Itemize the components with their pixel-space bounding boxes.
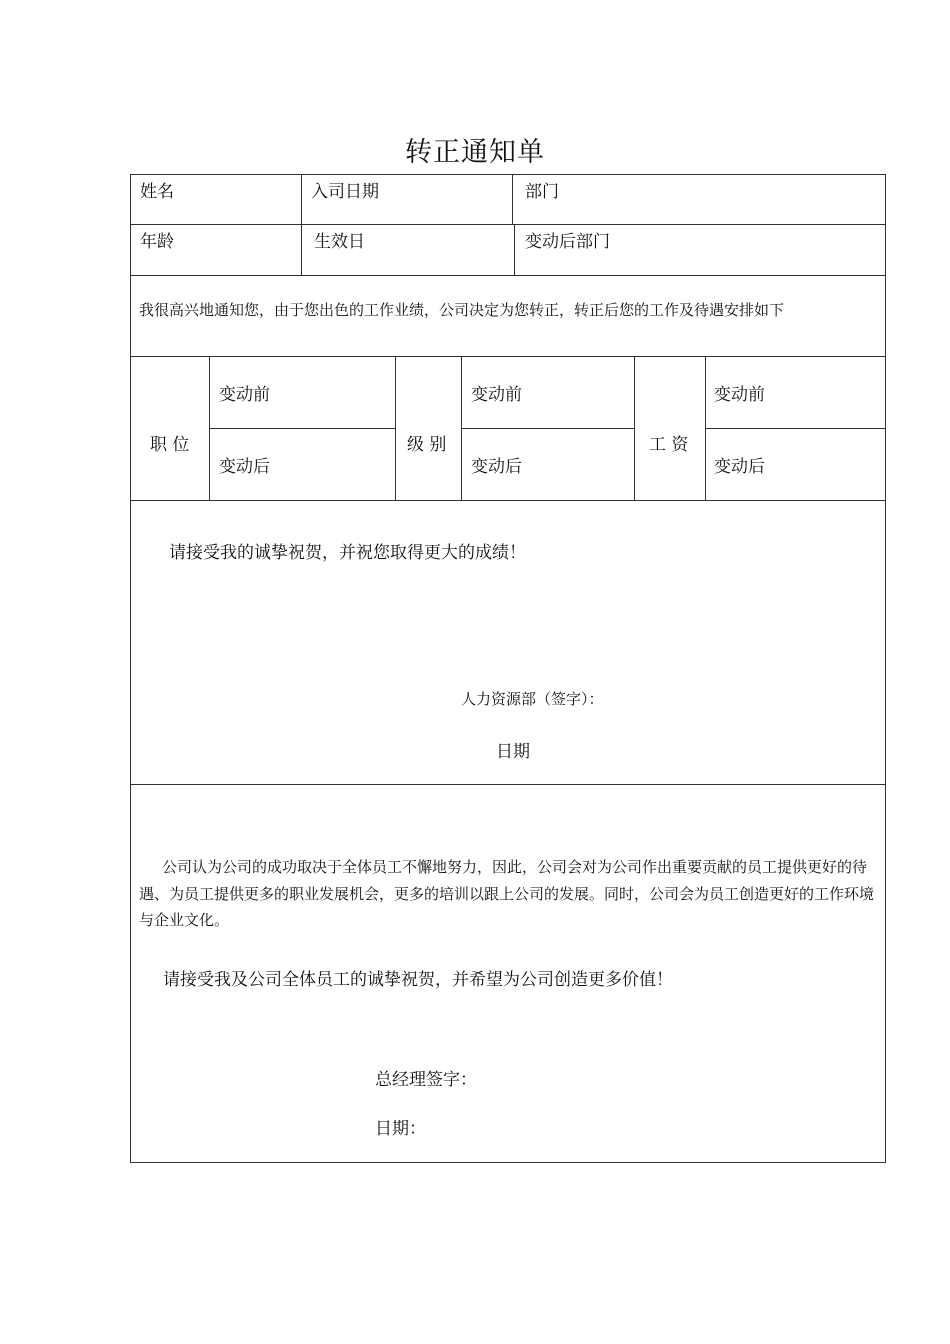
column-divider — [705, 356, 706, 501]
hr-signature-label: 人力资源部（签字）： — [461, 690, 604, 708]
level-before-label: 变动前 — [471, 385, 522, 405]
gm-congrats-text: 请接受我及公司全体员工的诚挚祝贺，并希望为公司创造更多价值！ — [163, 970, 673, 990]
salary-before-label: 变动前 — [714, 385, 765, 405]
row-divider — [130, 356, 886, 357]
join-date-label: 入司日期 — [311, 182, 379, 202]
company-statement-paragraph: 公司认为公司的成功取决于全体员工不懈地努力，因此，公司会对为公司作出重要贡献的员工提供更好的待遇、为员工提供更多的职业发展机会，更多的培训以跟上公司的发展。同时，公司会为员工创造更好的工作环境与企业文化。 — [139, 858, 875, 929]
gm-date-label: 日期： — [375, 1119, 426, 1139]
row-divider — [130, 275, 886, 276]
position-before-label: 变动前 — [219, 385, 270, 405]
column-divider — [461, 356, 462, 501]
intro-text: 我很高兴地通知您，由于您出色的工作业绩，公司决定为您转正，转正后您的工作及待遇安排如下 — [139, 301, 785, 319]
table-border-top — [130, 174, 886, 175]
row-divider — [461, 428, 635, 429]
row-divider — [209, 428, 396, 429]
age-label: 年龄 — [140, 232, 174, 252]
column-divider — [209, 356, 210, 501]
gm-signature-label: 总经理签字： — [375, 1070, 477, 1090]
column-divider — [512, 174, 513, 225]
table-border-left — [130, 174, 131, 1163]
column-divider — [301, 174, 302, 276]
new-department-label: 变动后部门 — [525, 232, 610, 252]
page-title: 转正通知单 — [405, 137, 545, 168]
row-divider — [130, 224, 886, 225]
hr-congrats-text: 请接受我的诚挚祝贺，并祝您取得更大的成绩！ — [169, 543, 526, 563]
department-label: 部门 — [525, 182, 559, 202]
table-border-right — [885, 174, 886, 1163]
level-after-label: 变动后 — [471, 457, 522, 477]
position-after-label: 变动后 — [219, 457, 270, 477]
row-divider — [705, 428, 886, 429]
column-divider — [395, 356, 396, 501]
salary-after-label: 变动后 — [714, 457, 765, 477]
effective-date-label: 生效日 — [314, 232, 365, 252]
hr-date-label: 日期 — [496, 742, 530, 762]
position-label: 职 位 — [150, 435, 190, 455]
column-divider — [634, 356, 635, 501]
table-border-bottom — [130, 1162, 886, 1163]
salary-label: 工 资 — [649, 435, 689, 455]
column-divider — [514, 224, 515, 276]
name-label: 姓名 — [140, 182, 174, 202]
level-label: 级 别 — [407, 435, 447, 455]
row-divider — [130, 500, 886, 501]
row-divider — [130, 784, 886, 785]
